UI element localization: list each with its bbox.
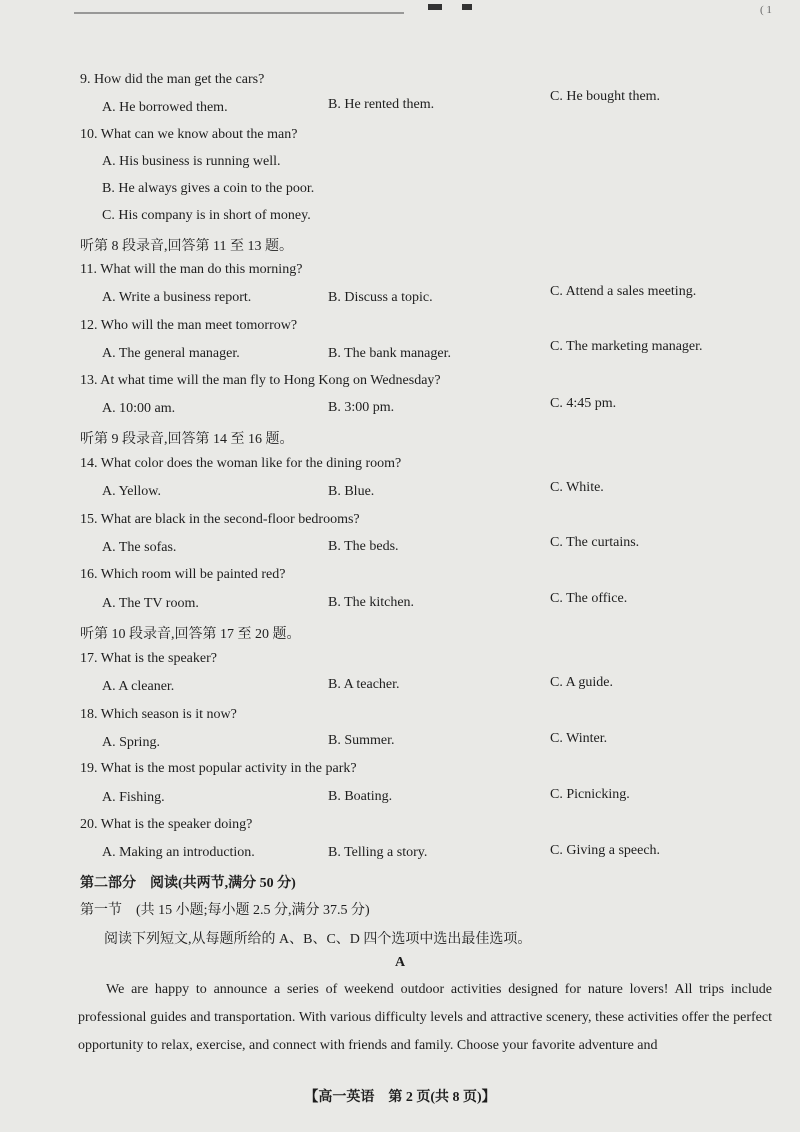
option-20a: A. Making an introduction. xyxy=(102,845,255,860)
option-15b: B. The beds. xyxy=(328,539,399,554)
option-16b: B. The kitchen. xyxy=(328,595,415,610)
option-15a: A. The sofas. xyxy=(102,540,177,555)
section-8-heading: 听第 8 段录音,回答第 11 至 13 题。 xyxy=(80,239,293,254)
section-10-heading: 听第 10 段录音,回答第 17 至 20 题。 xyxy=(80,627,301,642)
option-19a: A. Fishing. xyxy=(102,790,165,805)
option-9a: A. He borrowed them. xyxy=(102,100,228,115)
question-20: 20. What is the speaker doing? xyxy=(80,817,253,832)
option-11c: C. Attend a sales meeting. xyxy=(550,284,697,299)
option-18a: A. Spring. xyxy=(102,735,160,750)
option-9b: B. He rented them. xyxy=(328,97,435,112)
option-12b: B. The bank manager. xyxy=(328,346,451,361)
passage-a-text: We are happy to announce a series of weekend outdoor activities designed for nature lovers! All trips include professional guides and transportation. With various difficulty levels and attractive scenery, these activities offer the perfect opportunity to relax, exercise, and connect with friends and family. Choose your favorite adventure and xyxy=(78,982,772,1053)
option-18b: B. Summer. xyxy=(328,733,395,748)
option-11b: B. Discuss a topic. xyxy=(328,290,433,305)
page-footer: 【高一英语 第 2 页(共 8 页)】 xyxy=(304,1090,496,1105)
question-11: 11. What will the man do this morning? xyxy=(80,262,303,277)
option-10c: C. His company is in short of money. xyxy=(102,208,311,223)
option-9c: C. He bought them. xyxy=(550,89,661,104)
option-16c: C. The office. xyxy=(550,591,628,606)
section-9-heading: 听第 9 段录音,回答第 14 至 16 题。 xyxy=(80,432,294,447)
option-11a: A. Write a business report. xyxy=(102,290,252,305)
scan-mark xyxy=(462,4,472,10)
question-17: 17. What is the speaker? xyxy=(80,651,217,666)
scan-mark xyxy=(428,4,442,10)
option-14b: B. Blue. xyxy=(328,484,375,499)
question-16: 16. Which room will be painted red? xyxy=(80,567,286,582)
question-13: 13. At what time will the man fly to Hong Kong on Wednesday? xyxy=(80,373,441,388)
option-12c: C. The marketing manager. xyxy=(550,339,703,354)
option-17a: A. A cleaner. xyxy=(102,679,175,694)
option-12a: A. The general manager. xyxy=(102,346,240,361)
question-15: 15. What are black in the second-floor bedrooms? xyxy=(80,512,360,527)
option-17b: B. A teacher. xyxy=(328,677,400,692)
question-10: 10. What can we know about the man? xyxy=(80,127,298,142)
corner-mark: ( 1 xyxy=(760,4,772,16)
question-9: 9. How did the man get the cars? xyxy=(80,72,265,87)
question-12: 12. Who will the man meet tomorrow? xyxy=(80,318,298,333)
option-17c: C. A guide. xyxy=(550,675,614,690)
option-15c: C. The curtains. xyxy=(550,535,640,550)
option-20c: C. Giving a speech. xyxy=(550,843,661,858)
option-13a: A. 10:00 am. xyxy=(102,401,176,416)
option-20b: B. Telling a story. xyxy=(328,845,428,860)
part-2-heading: 第二部分 阅读(共两节,满分 50 分) xyxy=(80,876,296,891)
option-10a: A. His business is running well. xyxy=(102,154,281,169)
option-19c: C. Picnicking. xyxy=(550,787,630,802)
question-18: 18. Which season is it now? xyxy=(80,707,237,722)
option-13c: C. 4:45 pm. xyxy=(550,396,617,411)
option-14c: C. White. xyxy=(550,480,604,495)
question-19: 19. What is the most popular activity in the park? xyxy=(80,761,357,776)
option-16a: A. The TV room. xyxy=(102,596,199,611)
question-14: 14. What color does the woman like for the dining room? xyxy=(80,456,402,471)
passage-label: A xyxy=(394,955,406,970)
option-18c: C. Winter. xyxy=(550,731,608,746)
section-1-heading: 第一节 (共 15 小题;每小题 2.5 分,满分 37.5 分) xyxy=(80,903,370,918)
option-14a: A. Yellow. xyxy=(102,484,161,499)
scan-top-line xyxy=(74,12,404,14)
option-10b: B. He always gives a coin to the poor. xyxy=(102,181,315,196)
option-19b: B. Boating. xyxy=(328,789,393,804)
option-13b: B. 3:00 pm. xyxy=(328,400,395,415)
reading-instruction: 阅读下列短文,从每题所给的 A、B、C、D 四个选项中选出最佳选项。 xyxy=(104,932,532,947)
